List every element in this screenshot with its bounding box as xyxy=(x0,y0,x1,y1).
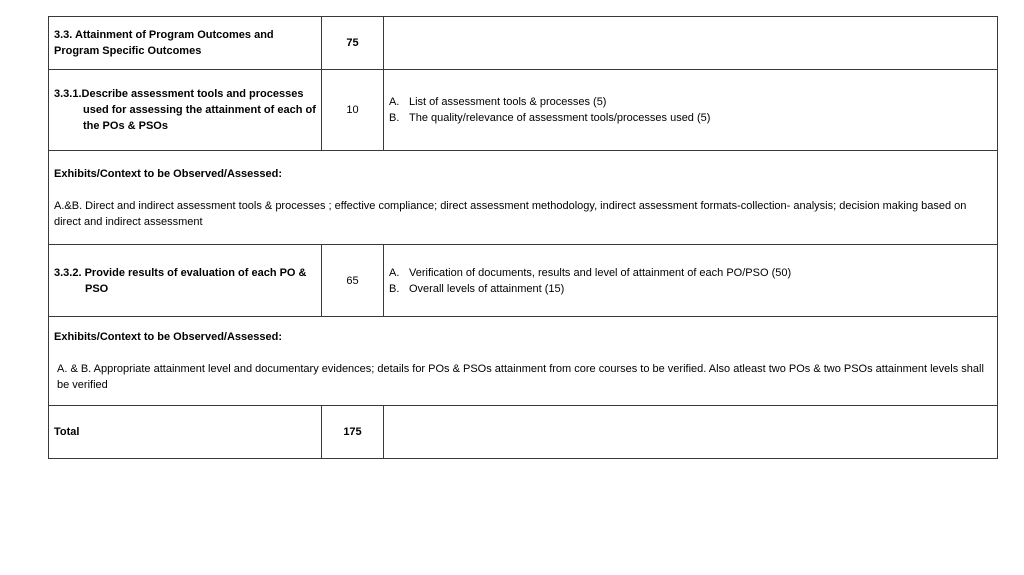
criteria-list xyxy=(389,265,992,297)
criteria-text: Overall levels of attainment (15) xyxy=(409,282,565,295)
criteria-text: List of assessment tools & processes (5) xyxy=(409,96,607,108)
criteria-item xyxy=(389,110,992,126)
criteria-cell xyxy=(384,17,998,70)
item-title-cell xyxy=(49,245,322,317)
item-text: Describe assessment tools and processes used for assessing the attainment of each of the POs & PSOs xyxy=(81,88,316,132)
table-row xyxy=(49,17,998,70)
table-row xyxy=(49,317,998,406)
criteria-text: Verification of documents, results and level of attainment of each PO/PSO (50) xyxy=(409,266,792,279)
item-title xyxy=(54,86,316,134)
criteria-marker: B. xyxy=(389,282,400,295)
item-title: 3.3. Attainment of Program Outcomes and Program Specific Outcomes xyxy=(49,17,322,70)
evaluation-table xyxy=(48,16,998,459)
criteria-text: The quality/relevance of assessment tools/processes used (5) xyxy=(409,112,711,124)
item-number: 3.3.2. xyxy=(54,266,82,279)
total-marks: 175 xyxy=(322,406,384,459)
criteria-cell xyxy=(384,406,998,459)
criteria-marker: B. xyxy=(389,112,400,124)
criteria-cell xyxy=(384,70,998,151)
exhibits-heading: Exhibits/Context to be Observed/Assessed: xyxy=(54,331,283,343)
table-row xyxy=(49,151,998,245)
table-row xyxy=(49,70,998,151)
marks-value: 10 xyxy=(322,70,384,151)
marks-value: 75 xyxy=(322,17,384,70)
exhibits-text: A. & B. Appropriate attainment level and documentary evidences; details for POs & PSOs attainment from core courses to be verified. Also atleast two POs & two PSOs attainment levels shall be verified xyxy=(57,363,984,391)
criteria-marker: A. xyxy=(389,266,400,279)
exhibits-heading: Exhibits/Context to be Observed/Assessed: xyxy=(54,167,283,180)
criteria-item xyxy=(389,94,992,110)
item-title xyxy=(54,265,316,297)
exhibits-text: A.&B. Direct and indirect assessment tools & processes ; effective compliance; direct assessment methodology, indirect assessment formats-collection- analysis; decision making based on direct and indirect assessment xyxy=(54,199,967,228)
table-row xyxy=(49,406,998,459)
item-title-cell xyxy=(49,70,322,151)
exhibits-cell xyxy=(49,317,998,406)
criteria-item xyxy=(389,265,992,281)
item-number: 3.3.1. xyxy=(54,88,82,100)
total-label: Total xyxy=(49,406,322,459)
exhibits-cell xyxy=(49,151,998,245)
criteria-cell xyxy=(384,245,998,317)
marks-value: 65 xyxy=(322,245,384,317)
item-text: Provide results of evaluation of each PO & PSO xyxy=(84,266,307,295)
table-row xyxy=(49,245,998,317)
criteria-list xyxy=(389,94,992,126)
criteria-marker: A. xyxy=(389,96,400,108)
criteria-item xyxy=(389,281,992,297)
